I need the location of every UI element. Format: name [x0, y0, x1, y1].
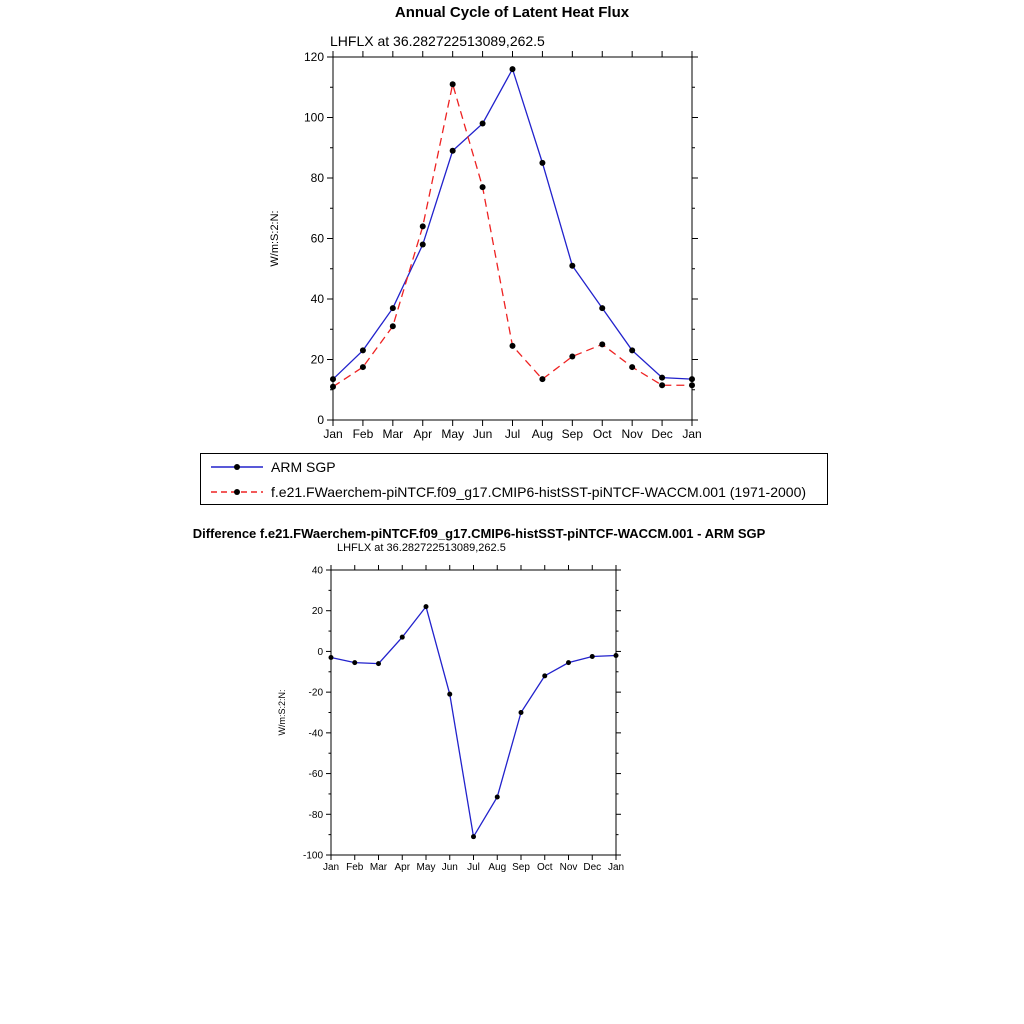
- svg-text:Mar: Mar: [382, 427, 404, 441]
- svg-text:Dec: Dec: [651, 427, 673, 441]
- chart2-title: Difference f.e21.FWaerchem-piNTCF.f09_g17.CMIP6-histSST-piNTCF-WACCM.001 - ARM SGP: [192, 526, 766, 541]
- legend-label-arm-sgp: ARM SGP: [271, 458, 336, 475]
- svg-text:Jun: Jun: [441, 862, 458, 873]
- annual-cycle-chart: [250, 45, 740, 460]
- svg-text:Jan: Jan: [682, 427, 702, 441]
- svg-text:May: May: [441, 427, 465, 441]
- svg-text:-100: -100: [302, 850, 323, 862]
- svg-text:100: 100: [303, 110, 324, 125]
- chart1-title: Annual Cycle of Latent Heat Flux: [394, 4, 630, 21]
- difference-chart: [250, 556, 680, 881]
- svg-text:Aug: Aug: [531, 427, 554, 441]
- svg-text:Oct: Oct: [536, 862, 553, 873]
- svg-text:0: 0: [317, 413, 324, 428]
- svg-text:Mar: Mar: [369, 862, 388, 873]
- svg-text:Jul: Jul: [504, 427, 521, 441]
- chart2-subtitle: LHFLX at 36.282722513089,262.5: [337, 542, 506, 554]
- legend-entry-model: [209, 481, 827, 503]
- svg-text:20: 20: [311, 606, 323, 618]
- svg-text:Feb: Feb: [346, 862, 364, 873]
- svg-text:80: 80: [310, 171, 324, 186]
- svg-text:Sep: Sep: [561, 427, 584, 441]
- legend-line-sample-model: [209, 486, 265, 498]
- svg-text:0: 0: [317, 646, 323, 658]
- svg-text:Nov: Nov: [559, 862, 578, 873]
- svg-text:40: 40: [311, 565, 323, 577]
- svg-text:-60: -60: [308, 769, 323, 781]
- svg-text:60: 60: [310, 231, 324, 246]
- svg-text:120: 120: [303, 50, 324, 65]
- chart1-legend: [200, 453, 828, 505]
- svg-text:Jun: Jun: [472, 427, 493, 441]
- svg-text:40: 40: [310, 292, 324, 307]
- svg-text:20: 20: [310, 352, 324, 367]
- svg-text:Sep: Sep: [512, 862, 530, 873]
- chart1-subtitle: LHFLX at 36.282722513089,262.5: [330, 33, 545, 49]
- svg-text:W/m:S:2:N:: W/m:S:2:N:: [269, 210, 281, 267]
- svg-text:Dec: Dec: [583, 862, 602, 873]
- svg-text:-80: -80: [308, 809, 323, 821]
- svg-text:Nov: Nov: [621, 427, 643, 441]
- svg-text:Aug: Aug: [488, 862, 507, 873]
- svg-text:Jul: Jul: [467, 862, 480, 873]
- svg-text:Jan: Jan: [323, 427, 343, 441]
- svg-text:Jan: Jan: [322, 862, 340, 873]
- svg-text:-20: -20: [308, 687, 323, 699]
- legend-label-model: f.e21.FWaerchem-piNTCF.f09_g17.CMIP6-histSST-piNTCF-WACCM.001 (1971-2000): [271, 483, 807, 500]
- legend-entry-arm-sgp: [209, 456, 827, 478]
- svg-text:W/m:S:2:N:: W/m:S:2:N:: [277, 689, 287, 736]
- svg-text:Jan: Jan: [607, 862, 625, 873]
- svg-text:Feb: Feb: [352, 427, 374, 441]
- svg-text:Apr: Apr: [413, 427, 433, 441]
- svg-text:Apr: Apr: [394, 862, 411, 873]
- svg-text:May: May: [416, 862, 436, 873]
- legend-line-sample-arm-sgp: [209, 461, 265, 473]
- svg-text:-40: -40: [308, 728, 323, 740]
- svg-text:Oct: Oct: [592, 427, 612, 441]
